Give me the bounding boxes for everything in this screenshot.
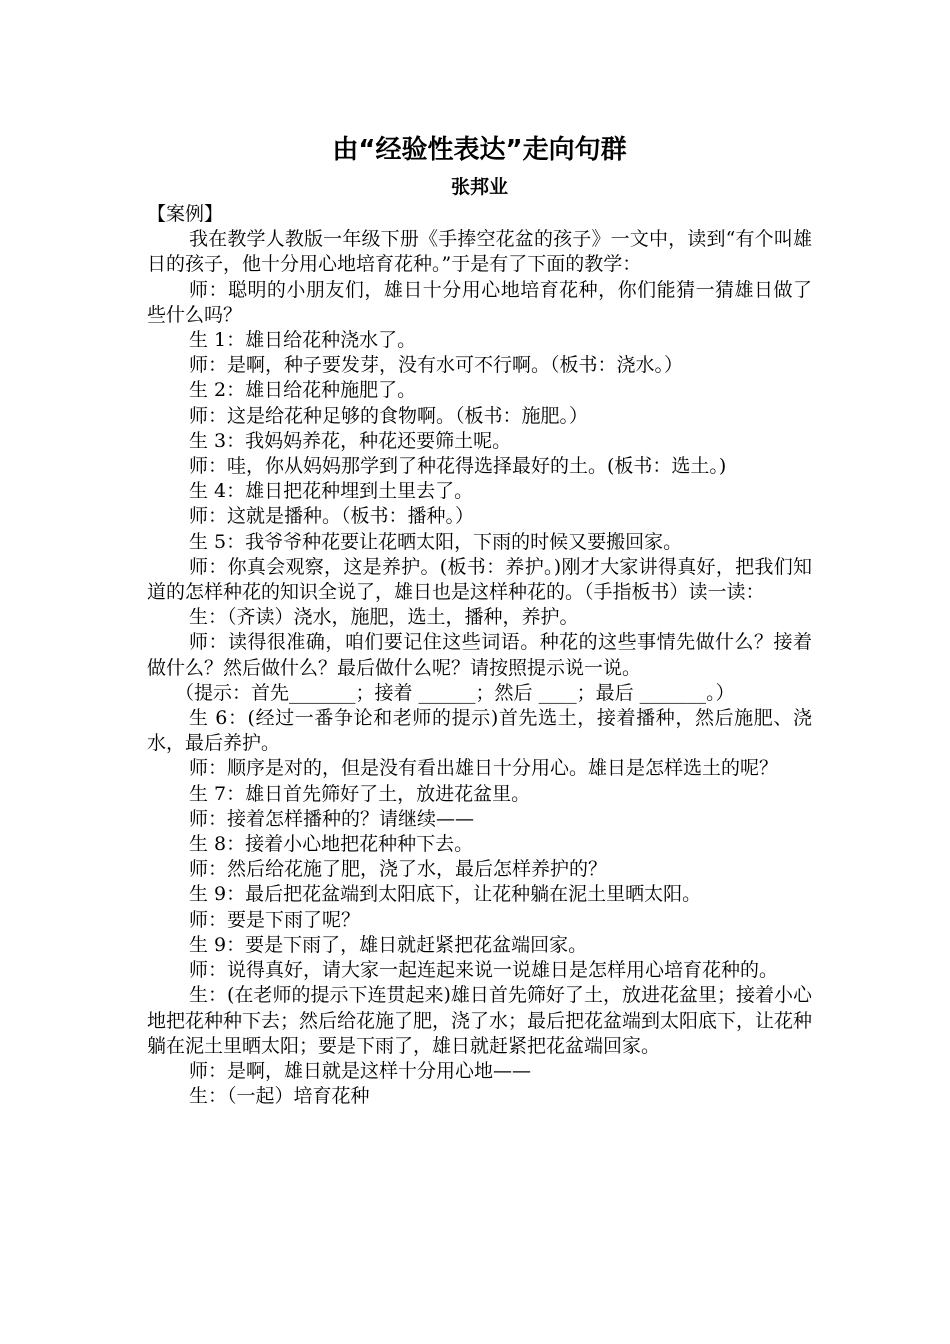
paragraph: 师：接着怎样播种的？请继续—— — [189, 807, 475, 830]
paragraph: 我在教学人教版一年级下册《手捧空花盆的孩子》一文中，读到“有个叫雄日的孩子，他十分用心地培育花种。”于是有了下面的教学： — [147, 228, 812, 276]
paragraph: 师：顺序是对的，但是没有看出雄日十分用心。雄日是怎样选土的呢？ — [189, 757, 779, 780]
document-title: 由“经验性表达”走向句群 — [332, 135, 627, 165]
paragraph: 师：这就是播种。（板书：播种。） — [189, 505, 475, 528]
prompt-hint: （提示：首先_______；接着 ______；然后 ____；最后 _______。） — [175, 681, 735, 704]
paragraph: 生 5：我爷爷种花要让花晒太阳，下雨的时候又要搬回家。 — [189, 530, 683, 553]
paragraph: 生 9：最后把花盆端到太阳底下，让花种躺在泥土里晒太阳。 — [189, 883, 702, 906]
paragraph: 生 6：(经过一番争论和老师的提示)首先选土，接着播种，然后施肥、浇水，最后养护。 — [147, 707, 812, 755]
paragraph: 师：读得很准确，咱们要记住这些词语。种花的这些事情先做什么？接着做什么？然后做什么？最后做什么呢？请按照提示说一说。 — [147, 631, 812, 679]
paragraph: 生 8：接着小心地把花种种下去。 — [189, 833, 474, 856]
paragraph: 师：说得真好，请大家一起连起来说一说雄日是怎样用心培育花种的。 — [189, 959, 779, 982]
paragraph: 生 9：要是下雨了，雄日就赶紧把花盆端回家。 — [189, 933, 588, 956]
paragraph: 生：（一起）培育花种 — [189, 1085, 370, 1108]
paragraph: 师：这是给花种足够的食物啊。（板书：施肥。） — [189, 404, 589, 427]
paragraph: 生 3：我妈妈养花，种花还要筛土呢。 — [189, 429, 512, 452]
paragraph: 师：是啊，种子要发芽，没有水可不行啊。（板书：浇水。） — [189, 354, 684, 377]
paragraph: 生：（齐读）浇水，施肥，选土，播种，养护。 — [189, 606, 579, 629]
paragraph: 师：要是下雨了呢？ — [189, 908, 361, 931]
paragraph: 师：聪明的小朋友们，雄日十分用心地培育花种，你们能猜一猜雄日做了些什么吗？ — [147, 278, 812, 326]
paragraph: 生 7：雄日首先筛好了土，放进花盆里。 — [189, 782, 531, 805]
paragraph: 生 2：雄日给花种施肥了。 — [189, 379, 417, 402]
paragraph: 师：然后给花施了肥，浇了水，最后怎样养护的？ — [189, 858, 608, 881]
paragraph: 师：是啊，雄日就是这样十分用心地—— — [189, 1059, 532, 1082]
paragraph: 生：(在老师的提示下连贯起来)雄日首先筛好了土，放进花盆里；接着小心地把花种种下去；然后给花施了肥，浇了水；最后把花盆端到太阳底下，让花种躺在泥土里晒太阳；要是下雨了，雄日就赶紧把花盆端回家。 — [147, 984, 813, 1057]
paragraph: 生 4：雄日把花种埋到土里去了。 — [189, 480, 474, 503]
document-page — [147, 128, 812, 1109]
paragraph: 师：哇，你从妈妈那学到了种花得选择最好的土。(板书：选土。) — [189, 455, 727, 478]
document-author: 张邦业 — [450, 176, 508, 198]
paragraph: 师：你真会观察，这是养护。(板书：养护。)刚才大家讲得真好，把我们知道的怎样种花的知识全说了，雄日也是这样种花的。（手指板书）读一读： — [147, 555, 812, 604]
paragraph: 生 1：雄日给花种浇水了。 — [189, 329, 417, 352]
section-label: 【案例】 — [147, 203, 224, 225]
